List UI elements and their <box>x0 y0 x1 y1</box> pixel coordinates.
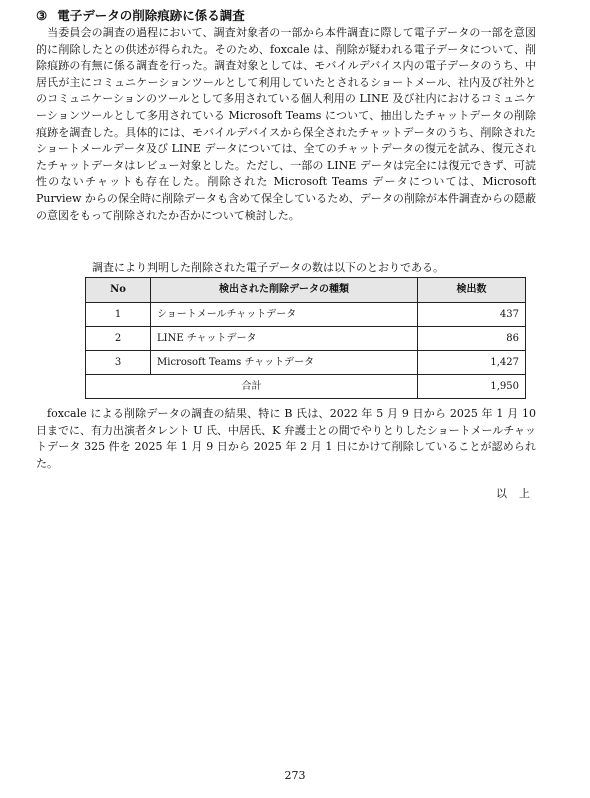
header-count: 検出数 <box>418 278 526 303</box>
row-no: 2 <box>86 327 151 351</box>
table-caption: 調査により判明した削除された電子データの数は以下のとおりである。 <box>92 261 444 274</box>
section-number: ③ <box>36 8 48 23</box>
header-no: No <box>86 278 151 303</box>
row-type: LINE チャットデータ <box>151 327 418 351</box>
section-title: 電子データの削除痕跡に係る調査 <box>57 8 245 23</box>
table-row <box>86 303 526 327</box>
row-type: ショートメールチャットデータ <box>151 303 418 327</box>
row-count: 437 <box>418 303 526 327</box>
paragraph-2-text: foxcale による削除データの調査の結果、特に B 氏は、2022 年 5 月 9 日から 2025 年 1 月 10 日までに、有力出演者タレント U 氏、中居氏、K 弁護士との間でやりとりしたショートメールチャットデータ 325 件を 2025 年 1 月 9 日から 2025 年 2 月 1 日にかけて削除していることが認められた。 <box>36 407 536 470</box>
page-number: 273 <box>284 769 306 782</box>
header-type: 検出された削除データの種類 <box>151 278 418 303</box>
body-paragraph-2 <box>36 406 536 472</box>
deleted-data-table <box>85 277 526 399</box>
row-type: Microsoft Teams チャットデータ <box>151 351 418 375</box>
total-count: 1,950 <box>418 375 526 399</box>
table-header-row <box>86 278 526 303</box>
row-no: 1 <box>86 303 151 327</box>
row-no: 3 <box>86 351 151 375</box>
section-heading <box>36 8 245 24</box>
paragraph-1-text: 当委員会の調査の過程において、調査対象者の一部から本件調査に際して電子データの一部を意図的に削除したとの供述が得られた。そのため、foxcale は、削除が疑われる電子データについて、削除痕跡の有無に係る調査を行った。調査対象としては、モバイルデバイス内の電子データのうち、中居氏が主にコミュニケーションツールとして利用していたとされるショートメール、社内及び社外とのコミュニケーションのツールとして多用されている個人利用の LINE 及び社内におけるコミュニケーションツールとして多用されている Microsoft Teams について、抽出したチャットデータの削除痕跡を調査した。具体的には、モバイルデバイスから保全されたチャットデータのうち、削除されたショートメールデータ及び LINE データについては、全てのチャットデータの復元を試み、復元されたチャットデータはレビュー対象とした。ただし、一部の LINE データは完全には復元できず、可読性のないチャットも存在した。削除された Microsoft Teams データについては、Microsoft Purview からの保全時に削除データも含めて保全しているため、データの削除が本件調査からの隠蔽の意図をもって削除されたか否かについて検討した。 <box>36 26 536 222</box>
body-paragraph-1 <box>36 25 536 224</box>
row-count: 1,427 <box>418 351 526 375</box>
closing-mark: 以上 <box>496 487 542 500</box>
table-total-row <box>86 375 526 399</box>
table-row <box>86 327 526 351</box>
row-count: 86 <box>418 327 526 351</box>
table-row <box>86 351 526 375</box>
total-label: 合計 <box>86 375 418 399</box>
